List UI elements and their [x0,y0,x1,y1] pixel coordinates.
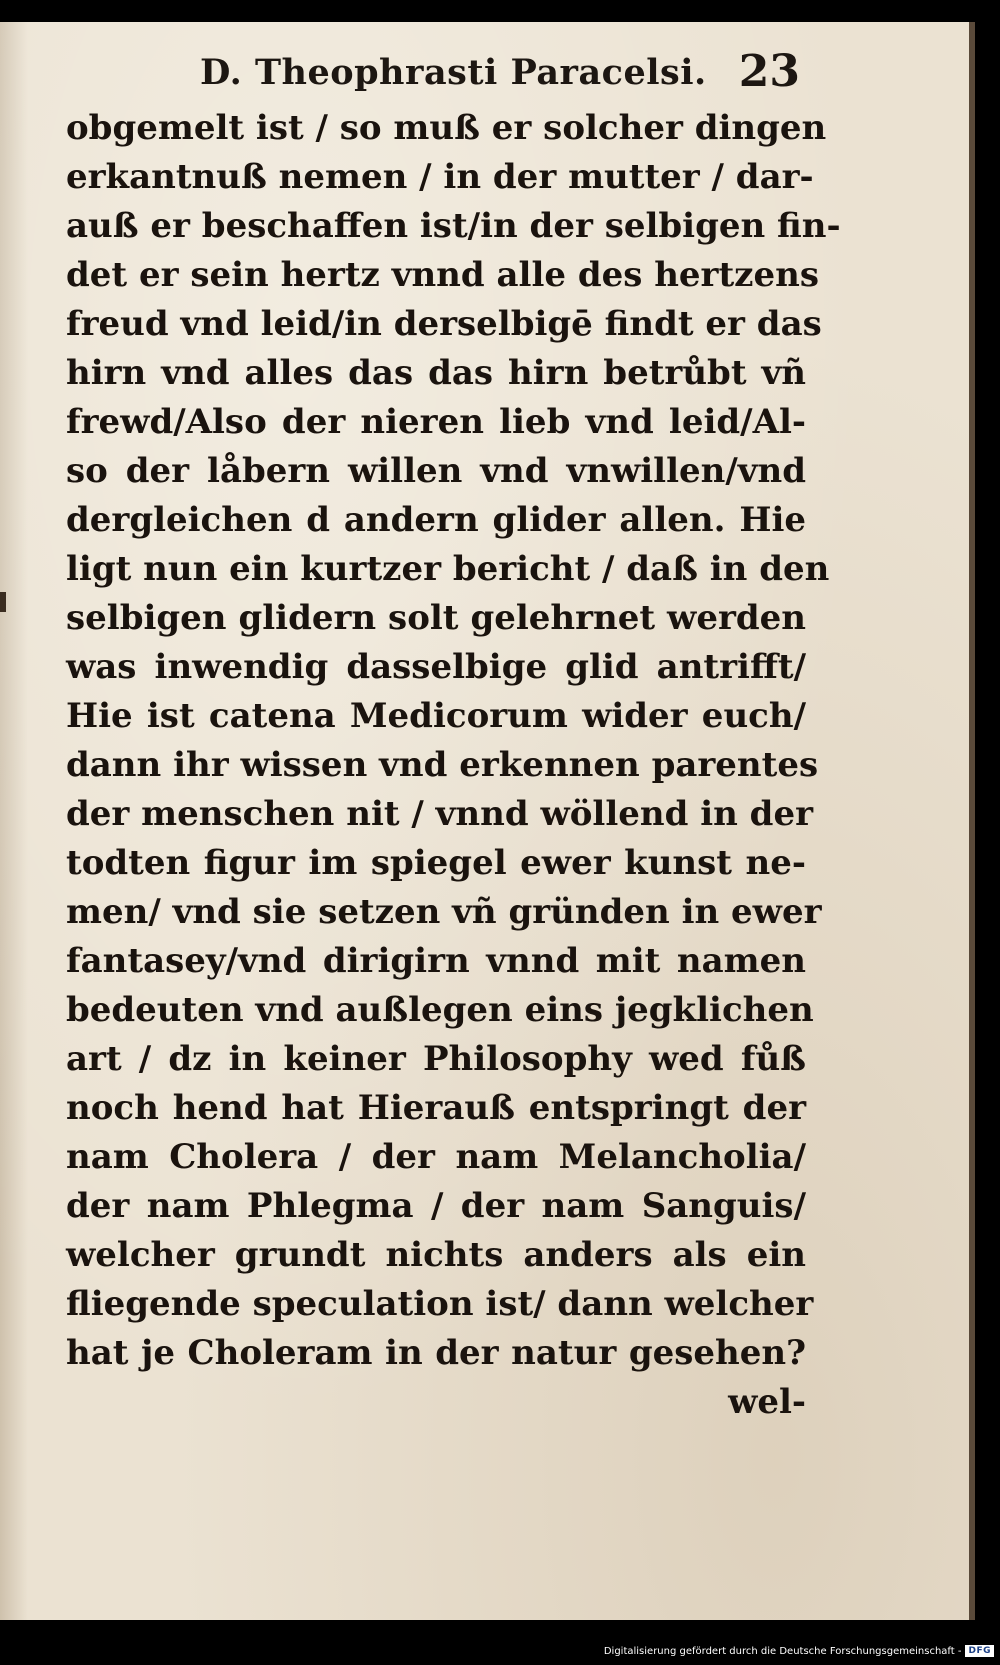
body-text [66,104,841,1427]
text-line: todten figur im spiegel ewer kunst ne- [66,843,806,883]
text-line: noch hend hat Hierauß entspringt der [66,1088,806,1128]
page-edge-mark [0,592,6,612]
text-line: der menschen nit / vnnd wöllend in der [66,794,814,834]
page-header [200,46,800,102]
text-line: Hie ist catena Medicorum wider euch/ [66,696,806,736]
running-head: D. Theophrasti Paracelsi. [200,52,707,93]
text-line: dann ihr wissen vnd erkennen parentes [66,745,819,785]
text-line: hirn vnd alles das das hirn betrůbt vñ [66,353,806,393]
text-line: bedeuten vnd außlegen eins jegklichen [66,990,814,1030]
text-line: ligt nun ein kurtzer bericht / daß in den [66,549,830,589]
text-line: frewd/Also der nieren lieb vnd leid/Al- [66,402,806,442]
text-line: nam Cholera / der nam Melancholia/ [66,1137,806,1177]
text-line: art / dz in keiner Philosophy wed fůß [66,1039,806,1079]
text-line: hat je Choleram in der natur gesehen? [66,1333,806,1373]
text-line: so der låbern willen vnd vnwillen/vnd [66,451,806,491]
text-line: was inwendig dasselbige glid antrifft/ [66,647,806,687]
credit-text: Digitalisierung gefördert durch die Deutsche Forschungsgemeinschaft - [603,1645,962,1657]
book-page [0,22,975,1620]
text-line: wel- [728,1382,806,1422]
text-line: erkantnuß nemen / in der mutter / dar- [66,157,814,197]
text-line: welcher grundt nichts anders als ein [66,1235,806,1275]
text-line: freud vnd leid/in derselbigē findt er das [66,304,822,344]
text-line: fliegende speculation ist/ dann welcher [66,1284,814,1324]
text-line: obgemelt ist / so muß er solcher dingen [66,108,827,148]
digitization-credit [604,1645,994,1657]
text-line: auß er beschaffen ist/in der selbigen fin- [66,206,841,246]
text-line: fantasey/vnd dirigirn vnnd mit namen [66,941,806,981]
page-number: 23 [738,46,800,97]
text-line: det er sein hertz vnnd alle des hertzens [66,255,819,295]
dfg-logo: DFG [965,1645,994,1657]
text-line: der nam Phlegma / der nam Sanguis/ [66,1186,806,1226]
text-line: men/ vnd sie setzen vñ gründen in ewer [66,892,822,932]
text-line: selbigen glidern solt gelehrnet werden [66,598,806,638]
text-line: dergleichen d andern glider allen. Hie [66,500,806,540]
